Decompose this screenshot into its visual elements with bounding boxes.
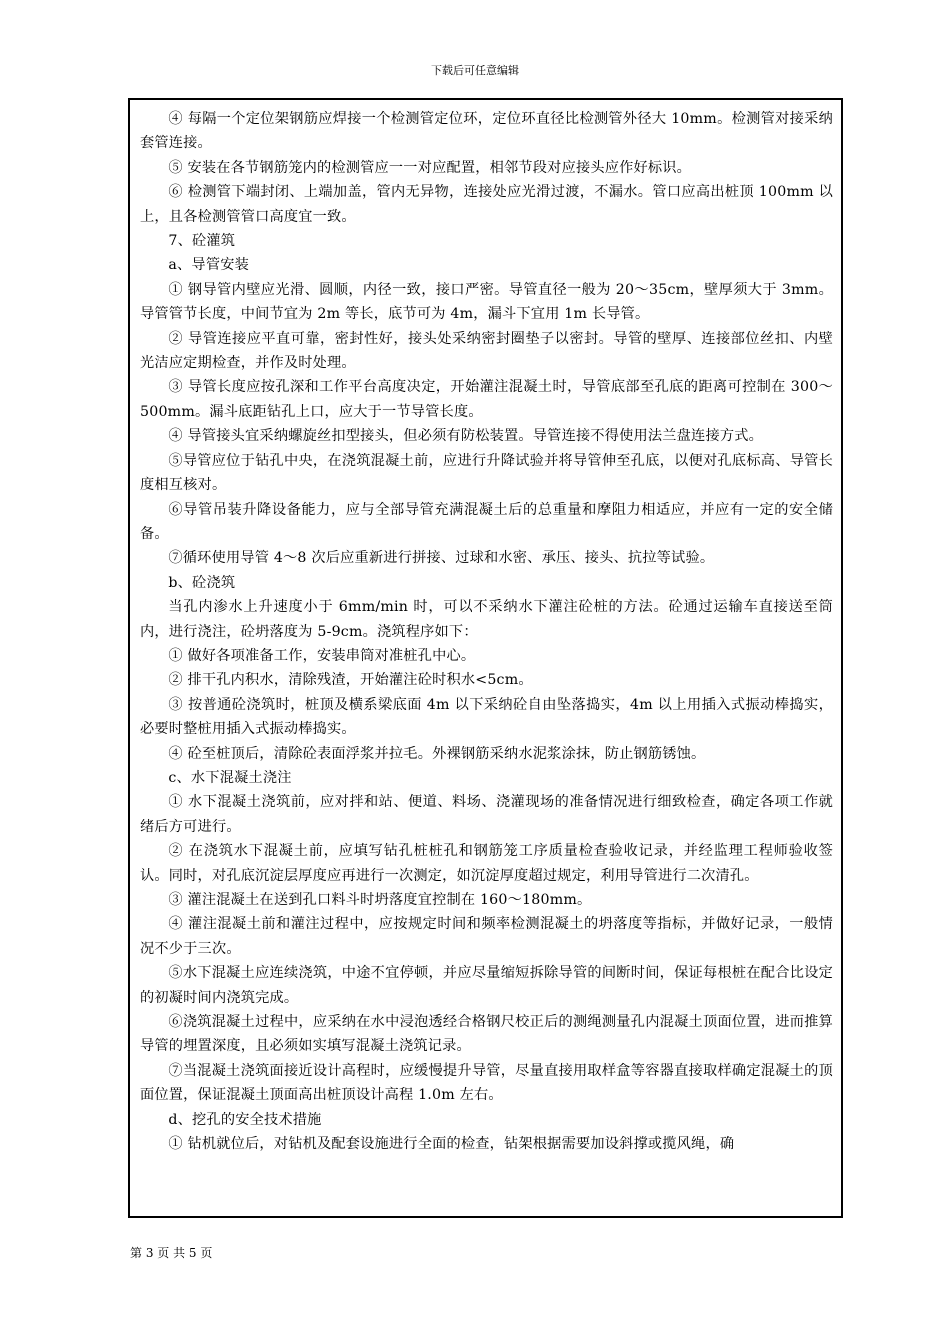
paragraph: 当孔内渗水上升速度小于 6mm/min 时，可以不采纳水下灌注砼桩的方法。砼通过运输车直接送至筒内，进行浇注，砼坍落度为 5-9cm。浇筑程序如下：: [140, 599, 833, 640]
paragraph: ⑥导管吊装升降设备能力，应与全部导管充满混凝土后的总重量和摩阻力相适应，并应有一定的安全储备。: [140, 501, 833, 542]
page-number: 第 3 页 共 5 页: [130, 1246, 213, 1260]
paragraph: ② 排干孔内积水，清除残渣，开始灌注砼时积水<5cm。: [168, 672, 533, 689]
paragraph: ② 在浇筑水下混凝土前，应填写钻孔桩桩孔和钢筋笼工序质量检查验收记录，并经监理工程师验收签认。同时，对孔底沉淀层厚度应再进行一次测定，如沉淀厚度超过规定，利用导管进行二次清孔。: [140, 843, 833, 884]
header-note: 下载后可任意编辑: [431, 64, 519, 77]
document-body: [128, 98, 843, 1218]
paragraph: ⑦循环使用导管 4～8 次后应重新进行拼接、过球和水密、承压、接头、抗拉等试验。: [168, 550, 715, 567]
paragraph: ① 钻机就位后，对钻机及配套设施进行全面的检查，钻架根据需要加设斜撑或揽风绳，确: [168, 1136, 735, 1153]
paragraph: ① 做好各项准备工作，安装串筒对准桩孔中心。: [168, 647, 476, 664]
paragraph: ③ 灌注混凝土在送到孔口料斗时坍落度宜控制在 160～180mm。: [168, 892, 592, 908]
subsection-heading: a、导管安装: [168, 257, 249, 274]
section-heading: 7、砼灌筑: [168, 233, 236, 250]
paragraph: ④ 每隔一个定位架钢筋应焊接一个检测管定位环，定位环直径比检测管外径大 10mm。检测管对接采纳套管连接。: [140, 111, 833, 152]
subsection-heading: d、挖孔的安全技术措施: [168, 1111, 322, 1128]
paragraph: ⑤水下混凝土应连续浇筑，中途不宜停顿，并应尽量缩短拆除导管的间断时间，保证每根桩在配合比设定的初凝时间内浇筑完成。: [140, 965, 833, 1006]
paragraph: ⑤导管应位于钻孔中央，在浇筑混凝土前，应进行升降试验并将导管伸至孔底，以便对孔底标高、导管长度相互核对。: [140, 452, 833, 494]
paragraph: ① 钢导管内壁应光滑、圆顺，内径一致，接口严密。导管直径一般为 20～35cm，壁厚须大于 3mm。导管管节长度，中间节宜为 2m 等长，底节可为 4m，漏斗下宜用 1m 长导管。: [140, 281, 833, 323]
paragraph: ⑥浇筑混凝土过程中，应采纳在水中浸泡透经合格钢尺校正后的测绳测量孔内混凝土顶面位置，进而推算导管的埋置深度，且必须如实填写混凝土浇筑记录。: [140, 1014, 833, 1055]
paragraph: ④ 导管接头宜采纳螺旋丝扣型接头，但必须有防松装置。导管连接不得使用法兰盘连接方式。: [168, 428, 763, 445]
paragraph: ⑦当混凝土浇筑面接近设计高程时，应缓慢提升导管，尽量直接用取样盒等容器直接取样确定混凝土的顶面位置，保证混凝土顶面高出桩顶设计高程 1.0m 左右。: [140, 1062, 833, 1104]
subsection-heading: b、砼浇筑: [168, 574, 236, 591]
paragraph: ③ 按普通砼浇筑时，桩顶及横系梁底面 4m 以下采纳砼自由坠落捣实，4m 以上用插入式振动棒捣实，必要时整桩用插入式振动棒捣实。: [140, 696, 833, 738]
paragraph: ⑤ 安装在各节钢筋笼内的检测管应一一对应配置，相邻节段对应接头应作好标识。: [168, 159, 692, 176]
paragraph: ④ 砼至桩顶后，清除砼表面浮浆并拉毛。外裸钢筋采纳水泥浆涂抹，防止钢筋锈蚀。: [168, 745, 706, 762]
paragraph: ② 导管连接应平直可靠，密封性好，接头处采纳密封圈垫子以密封。导管的壁厚、连接部位丝扣、内壁光洁应定期检查，并作及时处理。: [140, 330, 833, 372]
paragraph: ④ 灌注混凝土前和灌注过程中，应按规定时间和频率检测混凝土的坍落度等指标，并做好记录，一般情况不少于三次。: [140, 916, 833, 957]
paragraph: ③ 导管长度应按孔深和工作平台高度决定，开始灌注混凝土时，导管底部至孔底的距离可控制在 300～500mm。漏斗底距钻孔上口，应大于一节导管长度。: [140, 379, 833, 420]
paragraph: ① 水下混凝土浇筑前，应对拌和站、便道、料场、浇灌现场的准备情况进行细致检查，确定各项工作就绪后方可进行。: [140, 794, 833, 835]
paragraph: ⑥ 检测管下端封闭、上端加盖，管内无异物，连接处应光滑过渡，不漏水。管口应高出桩顶 100mm 以上，且各检测管管口高度宜一致。: [140, 184, 833, 225]
subsection-heading: c、水下混凝土浇注: [168, 769, 292, 786]
